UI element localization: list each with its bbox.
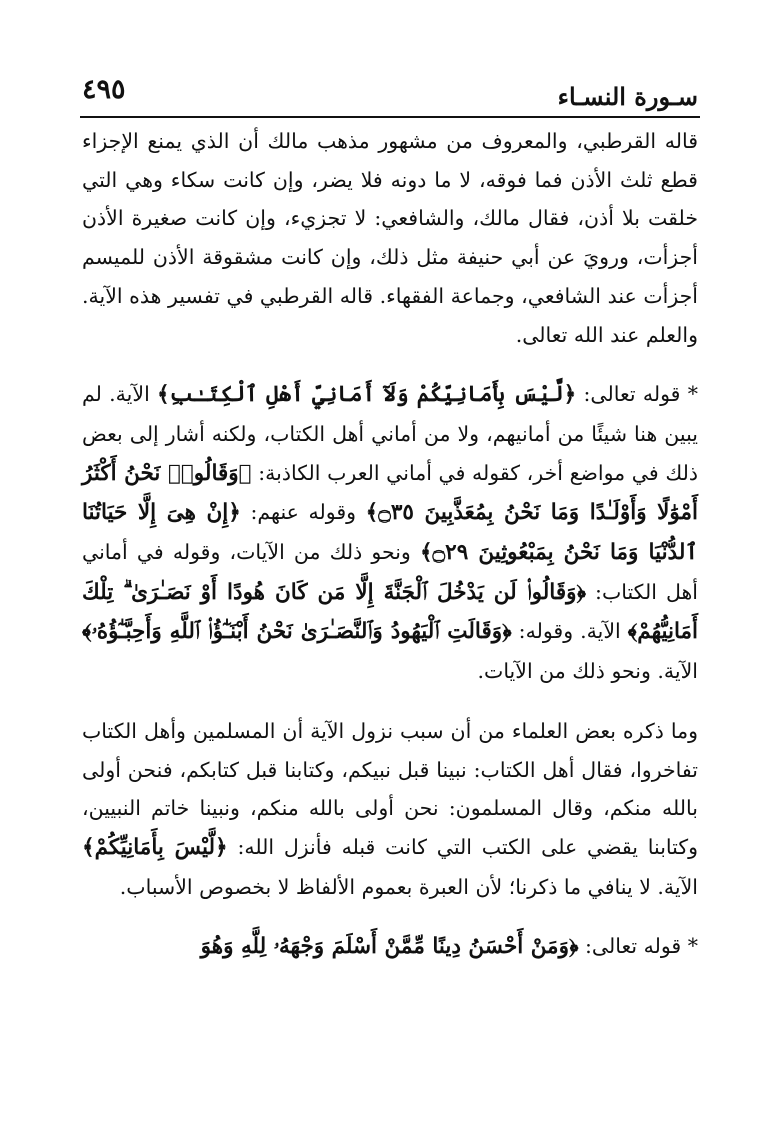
text-run: قاله القرطبي، والمعروف من مشهور مذهب مالك أن الذي يمنع الإجزاء قطع ثلث الأذن فما فوقه، لا ما دونه فلا يضر، وإن كانت سكاء وهي التي خلقت بلا أذن، فقال مالك، والشافعي: لا تجزيء، وإن كانت صغيرة الأذن أجزأت، ورويَ عن أبي حنيفة مثل ذلك، وإن كانت مشقوقة الأذن للميسم أجزأت عند الشافعي، وجماعة الفقهاء. قاله القرطبي في تفسير هذه الآية. والعلم عند الله تعالى. <box>82 129 698 347</box>
surah-title: سـورة النسـاء <box>557 82 698 111</box>
quran-verse: ﴿وَقَالُوا۟ لَن يَدْخُلَ ٱلْجَنَّةَ إِلَّا مَن كَانَ هُودًا أَوْ نَصَـٰرَىٰ ۗ تِلْكَ أَمَانِيُّهُمْ﴾ <box>82 579 698 645</box>
page-number: ٤٩٥ <box>82 74 126 105</box>
header-rule <box>80 116 700 118</box>
text-run: ونحو ذلك من الآيات، وقوله في أماني أهل الكتاب: <box>82 540 698 604</box>
text-run: الآية. لم يبين هنا شيئًا من أمانيهم، ولا من أماني أهل الكتاب، ولكنه أشار إلى بعض ذلك في مواضع أخر، كقوله في أماني العرب الكاذبة: <box>82 382 698 485</box>
page-body <box>82 122 698 967</box>
quran-verse: ﴿لَّيْسَ بِأَمَانِيِّكُمْ وَلَآ أَمَانِيِّ أَهْلِ ٱلْكِتَـٰبِ﴾ <box>157 382 577 408</box>
text-run: وقوله عنهم: <box>240 500 366 525</box>
text-run: * قوله تعالى: <box>578 934 698 959</box>
quran-verse: ﴿لَّيْسَ بِأَمَانِيِّكُمْ﴾ <box>82 834 228 860</box>
quran-verse: ﴿وَقَالُوا۟ نَحْنُ أَكْثَرُ أَمْوَٰلًا وَأَوْلَـٰدًا وَمَا نَحْنُ بِمُعَذَّبِينَ ۝٣٥﴾ <box>82 460 699 526</box>
text-run: الآية. لا ينافي ما ذكرنا؛ لأن العبرة بعموم الألفاظ لا بخصوص الأسباب. <box>119 874 698 899</box>
paragraph-3 <box>82 712 698 907</box>
paragraph-1 <box>82 122 698 354</box>
text-run: * قوله تعالى: <box>576 382 698 407</box>
page-header <box>82 70 698 116</box>
quran-verse: ﴿وَمَنْ أَحْسَنُ دِينًا مِّمَّنْ أَسْلَمَ وَجْهَهُۥ لِلَّهِ وَهُوَ <box>200 934 579 960</box>
text-run: الآية. وقوله: <box>511 619 628 644</box>
quran-verse: ﴿إِنْ هِىَ إِلَّا حَيَاتُنَا ٱلدُّنْيَا وَمَا نَحْنُ بِمَبْعُوثِينَ ۝٢٩﴾ <box>82 500 698 566</box>
text-run: وما ذكره بعض العلماء من أن سبب نزول الآية أن المسلمين وأهل الكتاب تفاخروا، فقال أهل الكتاب: نبينا قبل نبيكم، وكتابنا قبل كتابكم، فنحن أولى بالله منكم، وقال المسلمون: نحن أولى بالله منكم، ونبينا خاتم النبيين، وكتابنا يقضي على الكتب التي كانت قبله فأنزل الله: <box>82 718 698 859</box>
paragraph-4 <box>82 927 698 967</box>
quran-verse: ﴿وَقَالَتِ ٱلْيَهُودُ وَٱلنَّصَـٰرَىٰ نَحْنُ أَبْنَـٰٓؤُا۟ ٱللَّهِ وَأَحِبَّـٰٓؤُهُۥ﴾ <box>82 619 512 645</box>
paragraph-2 <box>82 375 698 691</box>
text-run: الآية. ونحو ذلك من الآيات. <box>477 659 698 684</box>
